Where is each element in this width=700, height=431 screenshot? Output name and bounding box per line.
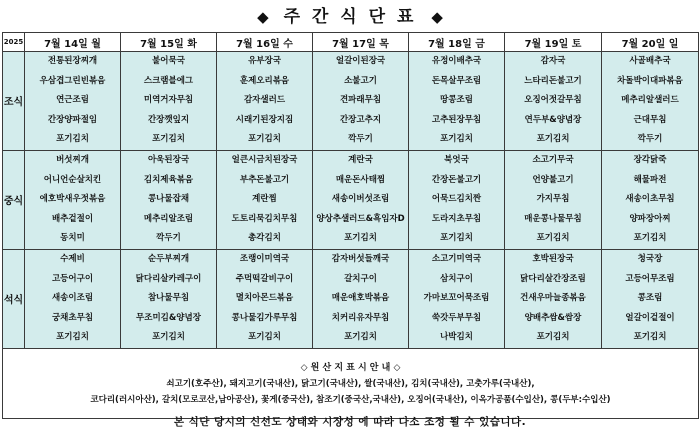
footer-note: 본 식단 당시의 신선도 상태와 시장성 에 따라 다소 조정 될 수 있습니다. (173, 416, 527, 428)
menu-item: 청국장 (637, 253, 663, 264)
menu-item: 견파래무침 (339, 95, 382, 106)
day-header: 7월 18일 금 (409, 33, 505, 52)
menu-item: 양파장아찌 (629, 213, 671, 224)
menu-item: 가마보꼬어묵조림 (423, 293, 490, 304)
menu-item: 에호박새우젓볶음 (39, 194, 106, 205)
menu-item: 멸치아몬드볶음 (235, 293, 294, 304)
menu-item: 느타리돈불고기 (524, 75, 582, 86)
notice-line: 코다리(러시아산), 갈치(모로코산,남아공산), 꽃게(중국산), 참조기(중국산,국내산), 오징어(국내산), 이옥가공품(수입산), 콩(두부:수입산) (90, 395, 611, 406)
year-cell: 2025 (3, 33, 25, 52)
lunch-row (3, 150, 699, 249)
menu-item: 나박김치 (440, 332, 473, 343)
menu-item: 새송이버섯조림 (331, 194, 390, 205)
menu-item: 포기김치 (536, 332, 570, 343)
menu-item: 매운콩나물무침 (524, 213, 582, 224)
menu-cell (217, 52, 313, 151)
menu-item: 언양불고기 (532, 174, 574, 185)
menu-item: 양상추샐러드&흑임자D (316, 213, 405, 224)
menu-item: 새송이조림 (51, 293, 94, 304)
menu-item: 포기김치 (633, 332, 667, 343)
menu-cell (121, 249, 217, 348)
menu-item: 가지무침 (536, 194, 570, 205)
menu-item: 동치미 (60, 233, 85, 244)
menu-item: 감자샐러드 (243, 95, 286, 106)
menu-item: 감자버섯들깨국 (331, 253, 390, 264)
title-text: 주 간 식 단 표 (283, 7, 417, 27)
menu-item: 포기김치 (440, 233, 473, 244)
menu-item: 부추돈불고기 (239, 174, 290, 185)
menu-item: 깍두기 (637, 134, 663, 145)
menu-cell (25, 249, 121, 348)
menu-item: 오징어젓갈무침 (524, 95, 582, 106)
menu-cell (505, 52, 602, 151)
menu-item: 해물파전 (633, 174, 667, 185)
menu-item: 김치제육볶음 (143, 174, 194, 185)
menu-item: 고등어구이 (51, 273, 94, 284)
menu-item: 훈제오리볶음 (239, 75, 290, 86)
menu-item: 깍두기 (348, 134, 373, 145)
menu-item: 포기김치 (248, 332, 281, 343)
menu-cell (409, 249, 505, 348)
menu-item: 연근조림 (56, 95, 89, 106)
menu-item: 삼치구이 (440, 273, 473, 284)
menu-cell (25, 150, 121, 249)
weekly-menu-table (2, 32, 699, 419)
menu-cell (505, 249, 602, 348)
menu-item: 포기김치 (152, 134, 185, 145)
menu-item: 포기김치 (56, 332, 89, 343)
menu-cell (25, 52, 121, 151)
diamond-icon-left: ◆ (257, 8, 269, 26)
menu-cell (409, 52, 505, 151)
page-title (0, 2, 700, 32)
menu-item: 소고기미역국 (431, 253, 482, 264)
menu-item: 얼갈이된장국 (335, 56, 386, 66)
menu-item: 조랭이미역국 (239, 253, 290, 264)
menu-item: 근대무침 (633, 114, 667, 125)
menu-item: 고등어무조림 (625, 273, 675, 284)
menu-item: 미역거자무침 (143, 95, 194, 106)
menu-item: 땅콩조림 (440, 95, 473, 106)
menu-item: 양배추쌈&쌈장 (524, 312, 582, 323)
menu-item: 새송이초무침 (625, 194, 675, 205)
menu-cell (505, 150, 602, 249)
menu-item: 수제비 (60, 253, 85, 264)
menu-item: 깍두기 (156, 233, 181, 244)
day-header: 7월 15일 화 (121, 33, 217, 52)
menu-item: 시래기된장지짐 (235, 114, 294, 125)
menu-item: 우삼겹그린빈볶음 (39, 75, 106, 86)
menu-item: 닭다리살간장조림 (520, 273, 586, 284)
menu-item: 소불고기 (344, 75, 377, 86)
menu-item: 포기김치 (248, 134, 281, 145)
menu-item: 간장깻잎지 (147, 114, 190, 125)
menu-item: 얼큰시금치된장국 (231, 154, 298, 165)
day-header: 7월 14일 월 (25, 33, 121, 52)
menu-cell (313, 249, 409, 348)
menu-item: 계란국 (348, 154, 373, 165)
menu-item: 메추리알샐러드 (621, 95, 679, 106)
menu-item: 스크램블에그 (143, 75, 194, 86)
day-header: 7월 20일 일 (602, 33, 699, 52)
menu-item: 닭다리살카레구이 (135, 273, 202, 284)
menu-cell (602, 52, 699, 151)
menu-item: 치커리유자무침 (331, 312, 390, 323)
meal-label-breakfast: 조식 (3, 52, 25, 151)
menu-item: 연두부&양념장 (524, 114, 582, 125)
diamond-icon-right: ◆ (431, 8, 443, 26)
menu-item: 간장양파절임 (47, 114, 98, 125)
menu-item: 포기김치 (56, 134, 89, 145)
menu-cell (217, 150, 313, 249)
menu-item: 고추된장무침 (431, 114, 482, 125)
menu-item: 포기김치 (536, 134, 570, 145)
menu-item: 간장고추지 (339, 114, 382, 125)
menu-cell (121, 52, 217, 151)
meal-label-dinner: 석식 (3, 249, 25, 348)
menu-item: 쑥갓두부무침 (431, 312, 482, 323)
menu-item: 얼갈이겉절이 (625, 312, 675, 323)
menu-item: 갈치구이 (344, 273, 377, 284)
menu-item: 어묵드김치짠 (431, 194, 482, 205)
menu-cell (217, 249, 313, 348)
menu-cell (602, 249, 699, 348)
menu-item: 유정이배추국 (431, 56, 482, 66)
menu-item: 포기김치 (440, 134, 473, 145)
menu-item: 콩조림 (637, 293, 663, 304)
breakfast-row (3, 52, 699, 151)
menu-item: 전통된장찌개 (47, 56, 98, 66)
menu-item: 매운애호박볶음 (331, 293, 390, 304)
menu-item: 포기김치 (344, 233, 377, 244)
header-row (3, 33, 699, 52)
menu-item: 주먹떡갈비구이 (235, 273, 294, 284)
day-header: 7월 16일 수 (217, 33, 313, 52)
menu-item: 호박된장국 (532, 253, 574, 264)
menu-item: 버섯찌개 (56, 154, 89, 165)
menu-item: 건새우마늘종볶음 (520, 293, 586, 304)
menu-item: 장각닭죽 (633, 154, 667, 165)
menu-item: 참나물무침 (147, 293, 190, 304)
menu-item: 북엇국 (444, 154, 469, 165)
menu-item: 포기김치 (344, 332, 377, 343)
menu-item: 간장돈불고기 (431, 174, 482, 185)
menu-item: 돈목살무조림 (431, 75, 482, 86)
menu-item: 불어묵국 (152, 56, 185, 66)
menu-item: 아욱된장국 (147, 154, 190, 165)
meal-label-lunch: 중식 (3, 150, 25, 249)
menu-item: 어니언순살치킨 (43, 174, 102, 185)
menu-cell (313, 150, 409, 249)
notice-row (3, 348, 699, 418)
menu-item: 메추리알조림 (143, 213, 194, 224)
menu-item: 포기김치 (152, 332, 185, 343)
menu-item: 순두부찌개 (147, 253, 190, 264)
notice-line: 쇠고기(호주산), 돼지고기(국내산), 닭고기(국내산), 쌀(국내산), 김치(국내산), 고춧가루(국내산), (166, 379, 535, 390)
menu-item: 배추겉절이 (51, 213, 94, 224)
dinner-row (3, 249, 699, 348)
menu-item: 궁채초무침 (51, 312, 94, 323)
day-header: 7월 17일 목 (313, 33, 409, 52)
menu-item: 차돌박이대파볶음 (617, 75, 683, 86)
menu-cell (121, 150, 217, 249)
menu-item: 감자국 (540, 56, 566, 66)
menu-item: 포기김치 (536, 233, 570, 244)
menu-item: 유부장국 (248, 56, 281, 66)
menu-item: 포기김치 (633, 233, 667, 244)
day-header: 7월 19일 토 (505, 33, 602, 52)
menu-item: 계란찜 (252, 194, 277, 205)
menu-item: 총각김치 (248, 233, 281, 244)
menu-cell (313, 52, 409, 151)
menu-item: 매운돈사태찜 (335, 174, 386, 185)
menu-cell (602, 150, 699, 249)
menu-item: 콩나물잡채 (147, 194, 190, 205)
menu-cell (409, 150, 505, 249)
origin-notice (3, 348, 699, 418)
menu-item: 콩나물김가루무침 (231, 312, 298, 323)
menu-item: 무조미김&양념장 (136, 312, 201, 323)
menu-item: 도라지초무침 (431, 213, 482, 224)
menu-item: 도토리묵김치무침 (231, 213, 298, 224)
notice-heading: ◇ 원 산 지 표 시 안 내 ◇ (300, 363, 401, 374)
menu-item: 소고기무국 (532, 154, 574, 165)
menu-item: 사골배추국 (629, 56, 671, 66)
